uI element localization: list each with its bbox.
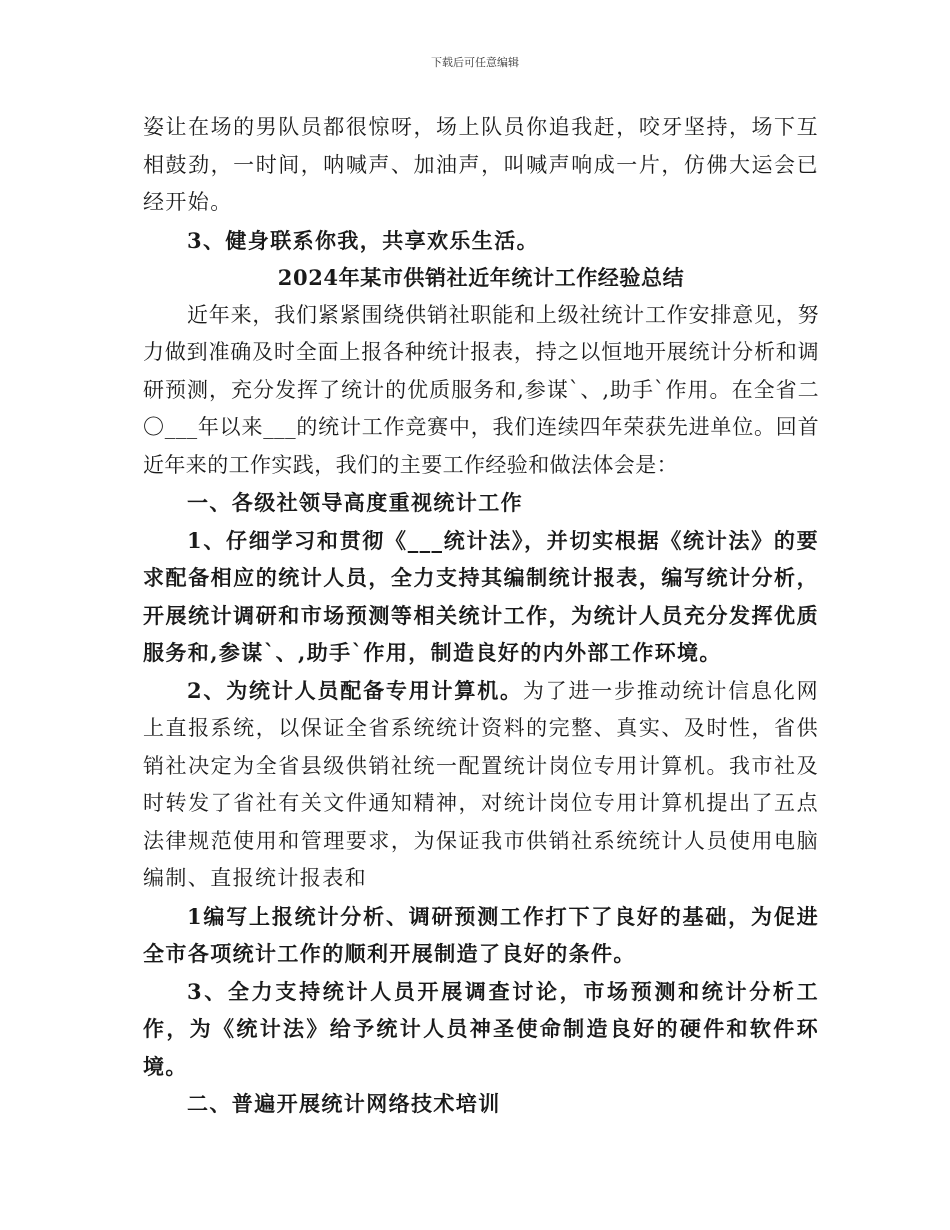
paragraph-item-2-lead: 2、为统计人员配备专用计算机。 bbox=[187, 677, 523, 703]
paragraph-item-2-body: 为了进一步推动统计信息化网上直报系统，以保证全省系统统计资料的完整、真实、及时性，省供销社决定为全省县级供销社统一配置统计岗位专用计算机。我市社及时转发了省社有关文件通知精神，对统计岗位专用计算机提出了五点法律规范使用和管理要求，为保证我市供销社系统统计人员使用电脑编制、直报统计报表和 bbox=[143, 678, 819, 890]
page-header: 下载后可任意编辑 bbox=[431, 56, 519, 69]
section-heading-2: 二、普遍开展统计网络技术培训 bbox=[187, 1091, 501, 1116]
paragraph-item-3b: 3、全力支持统计人员开展调查讨论，市场预测和统计分析工作，为《统计法》给予统计人员神圣使命制造良好的硬件和软件环境。 bbox=[143, 978, 819, 1079]
paragraph-intro: 近年来，我们紧紧围绕供销社职能和上级社统计工作安排意见，努力做到准确及时全面上报各种统计报表，持之以恒地开展统计分析和调研预测，充分发挥了统计的优质服务和,参谋`、,助手`作用。在全省二〇___年以来___的统计工作竞赛中，我们连续四年荣获先进单位。回首近年来的工作实践，我们的主要工作经验和做法体会是： bbox=[143, 302, 819, 477]
paragraph-item-1: 1、仔细学习和贯彻《___统计法》，并切实根据《统计法》的要求配备相应的统计人员，全力支持其编制统计报表，编写统计分析，开展统计调研和市场预测等相关统计工作，为统计人员充分发挥优质服务和,参谋`、,助手`作用，制造良好的内外部工作环境。 bbox=[143, 527, 819, 665]
paragraph-continuation: 姿让在场的男队员都很惊呀，场上队员你追我赶，咬牙坚持，场下互相鼓劲，一时间，呐喊声、加油声，叫喊声响成一片，仿佛大运会已经开始。 bbox=[143, 115, 819, 214]
section-heading-1: 一、各级社领导高度重视统计工作 bbox=[187, 490, 523, 515]
document-title: 2024年某市供销社近年统计工作经验总结 bbox=[277, 265, 685, 290]
paragraph-continuation-2: 1编写上报统计分析、调研预测工作打下了良好的基础，为促进全市各项统计工作的顺利开展制造了良好的条件。 bbox=[143, 903, 819, 966]
document-body bbox=[143, 109, 819, 1123]
paragraph-item-2 bbox=[143, 672, 819, 898]
paragraph-item-3: 3、健身联系你我，共享欢乐生活。 bbox=[187, 227, 540, 253]
